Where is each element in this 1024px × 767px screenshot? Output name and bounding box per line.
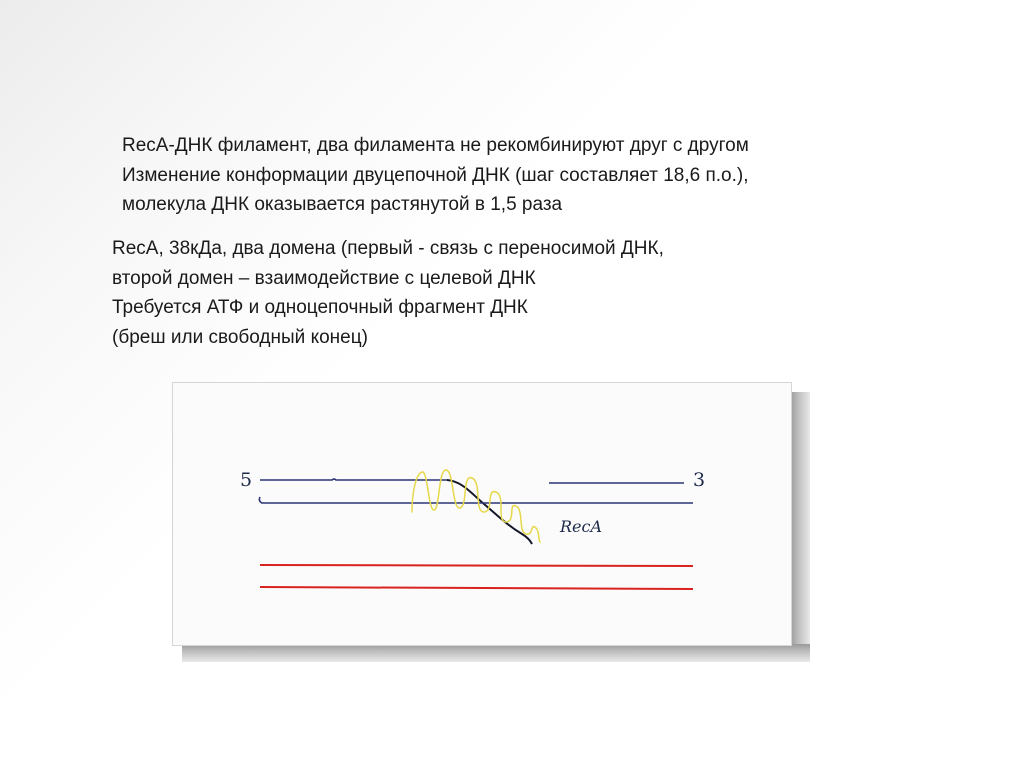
figure-shadow [182, 644, 810, 662]
label-5-prime: 5 [240, 469, 253, 491]
target-dna-strand [260, 565, 693, 566]
text-line: Требуется АТФ и одноцепочный фрагмент ДНК [112, 297, 528, 318]
paragraph-reca-properties [112, 234, 664, 352]
label-3-prime: 3 [693, 469, 706, 491]
paragraph-reca-filament [122, 131, 749, 220]
dna-diagram [172, 382, 792, 646]
single-strand-dna [260, 479, 447, 480]
text-line: (бреш или свободный конец) [112, 326, 368, 348]
text-line: второй домен – взаимодействие с целевой ДНК [112, 267, 536, 289]
text-line: Изменение конформации двуцепочной ДНК (шаг составляет 18,6 п.о.), [122, 164, 749, 186]
text-line: RecA, 38кДа, два домена (первый - связь с переносимой ДНК, [112, 238, 664, 259]
text-line: RecA-ДНК филамент, два филамента не рекомбинируют друг с другом [122, 135, 749, 156]
text-line: молекула ДНК оказывается растянутой в 1,5 раза [122, 194, 563, 215]
target-dna-strand [260, 587, 693, 589]
label-reca: RecA [560, 517, 603, 536]
reca-strand-exchange-figure [172, 382, 810, 662]
figure-shadow [790, 392, 810, 662]
